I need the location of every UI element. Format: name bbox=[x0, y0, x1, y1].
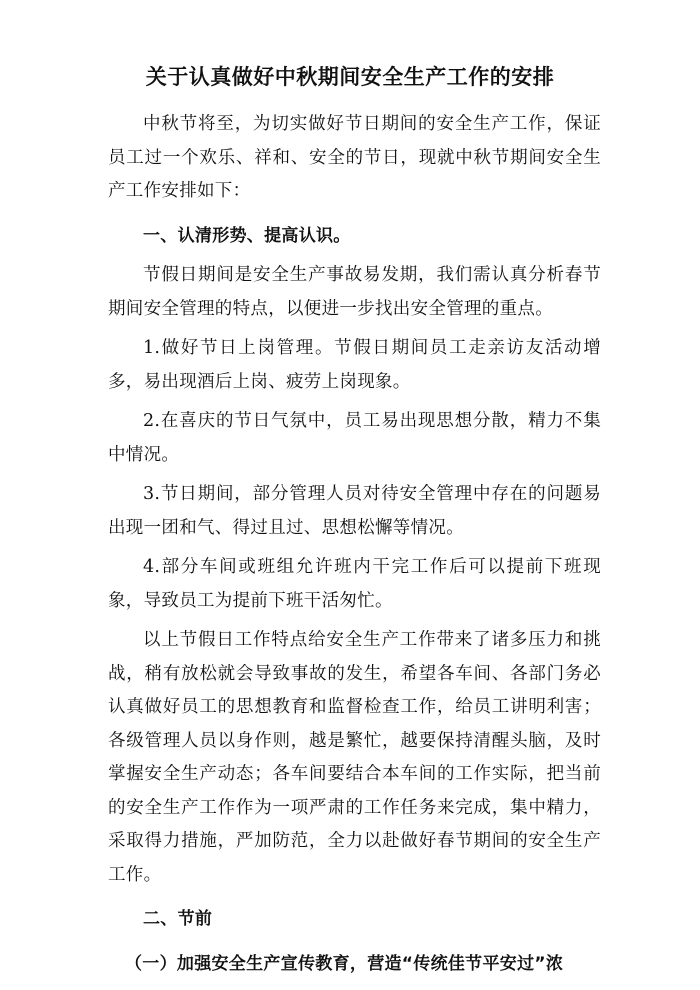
summary-paragraph: 以上节假日工作特点给安全生产工作带来了诸多压力和挑战，稍有放松就会导致事故的发生，希望各车间、各部门务必认真做好员工的思想教育和监督检查工作，给员工讲明利害；各级管理人员以身作则，越是繁忙，越要保持清醒头脑，及时掌握安全生产动态；各车间要结合本车间的工作实际，把当前的安全生产工作作为一项严肃的工作任务来完成，集中精力，采取得力措施，严加防范，全力以赴做好春节期间的安全生产工作。 bbox=[108, 630, 601, 885]
list-item: 4.部分车间或班组允许班内干完工作后可以提前下班现象，导致员工为提前下班干活匆忙。 bbox=[108, 557, 601, 611]
section-1-paragraph: 节假日期间是安全生产事故易发期，我们需认真分析春节期间安全管理的特点，以便进一步找出安全管理的重点。 bbox=[108, 265, 601, 319]
list-item: 1.做好节日上岗管理。节假日期间员工走亲访友活动增多，易出现酒后上岗、疲劳上岗现象。 bbox=[108, 338, 601, 392]
list-item: 2.在喜庆的节日气氛中，员工易出现思想分散，精力不集中情况。 bbox=[108, 411, 601, 465]
document-body bbox=[108, 108, 601, 981]
section-1-heading: 一、认清形势、提高认识。 bbox=[143, 225, 351, 246]
section-2-heading: 二、节前 bbox=[143, 909, 213, 929]
intro-paragraph: 中秋节将至，为切实做好节日期间的安全生产工作，保证员工过一个欢乐、祥和、安全的节日，现就中秋节期间安全生产工作安排如下： bbox=[108, 114, 601, 201]
list-item: 3.节日期间，部分管理人员对待安全管理中存在的问题易出现一团和气、得过且过、思想松懈等情况。 bbox=[108, 484, 601, 538]
document-title: 关于认真做好中秋期间安全生产工作的安排 bbox=[145, 65, 555, 89]
subsection-heading: （一）加强安全生产宣传教育，营造“传统佳节平安过”浓 bbox=[125, 953, 564, 974]
